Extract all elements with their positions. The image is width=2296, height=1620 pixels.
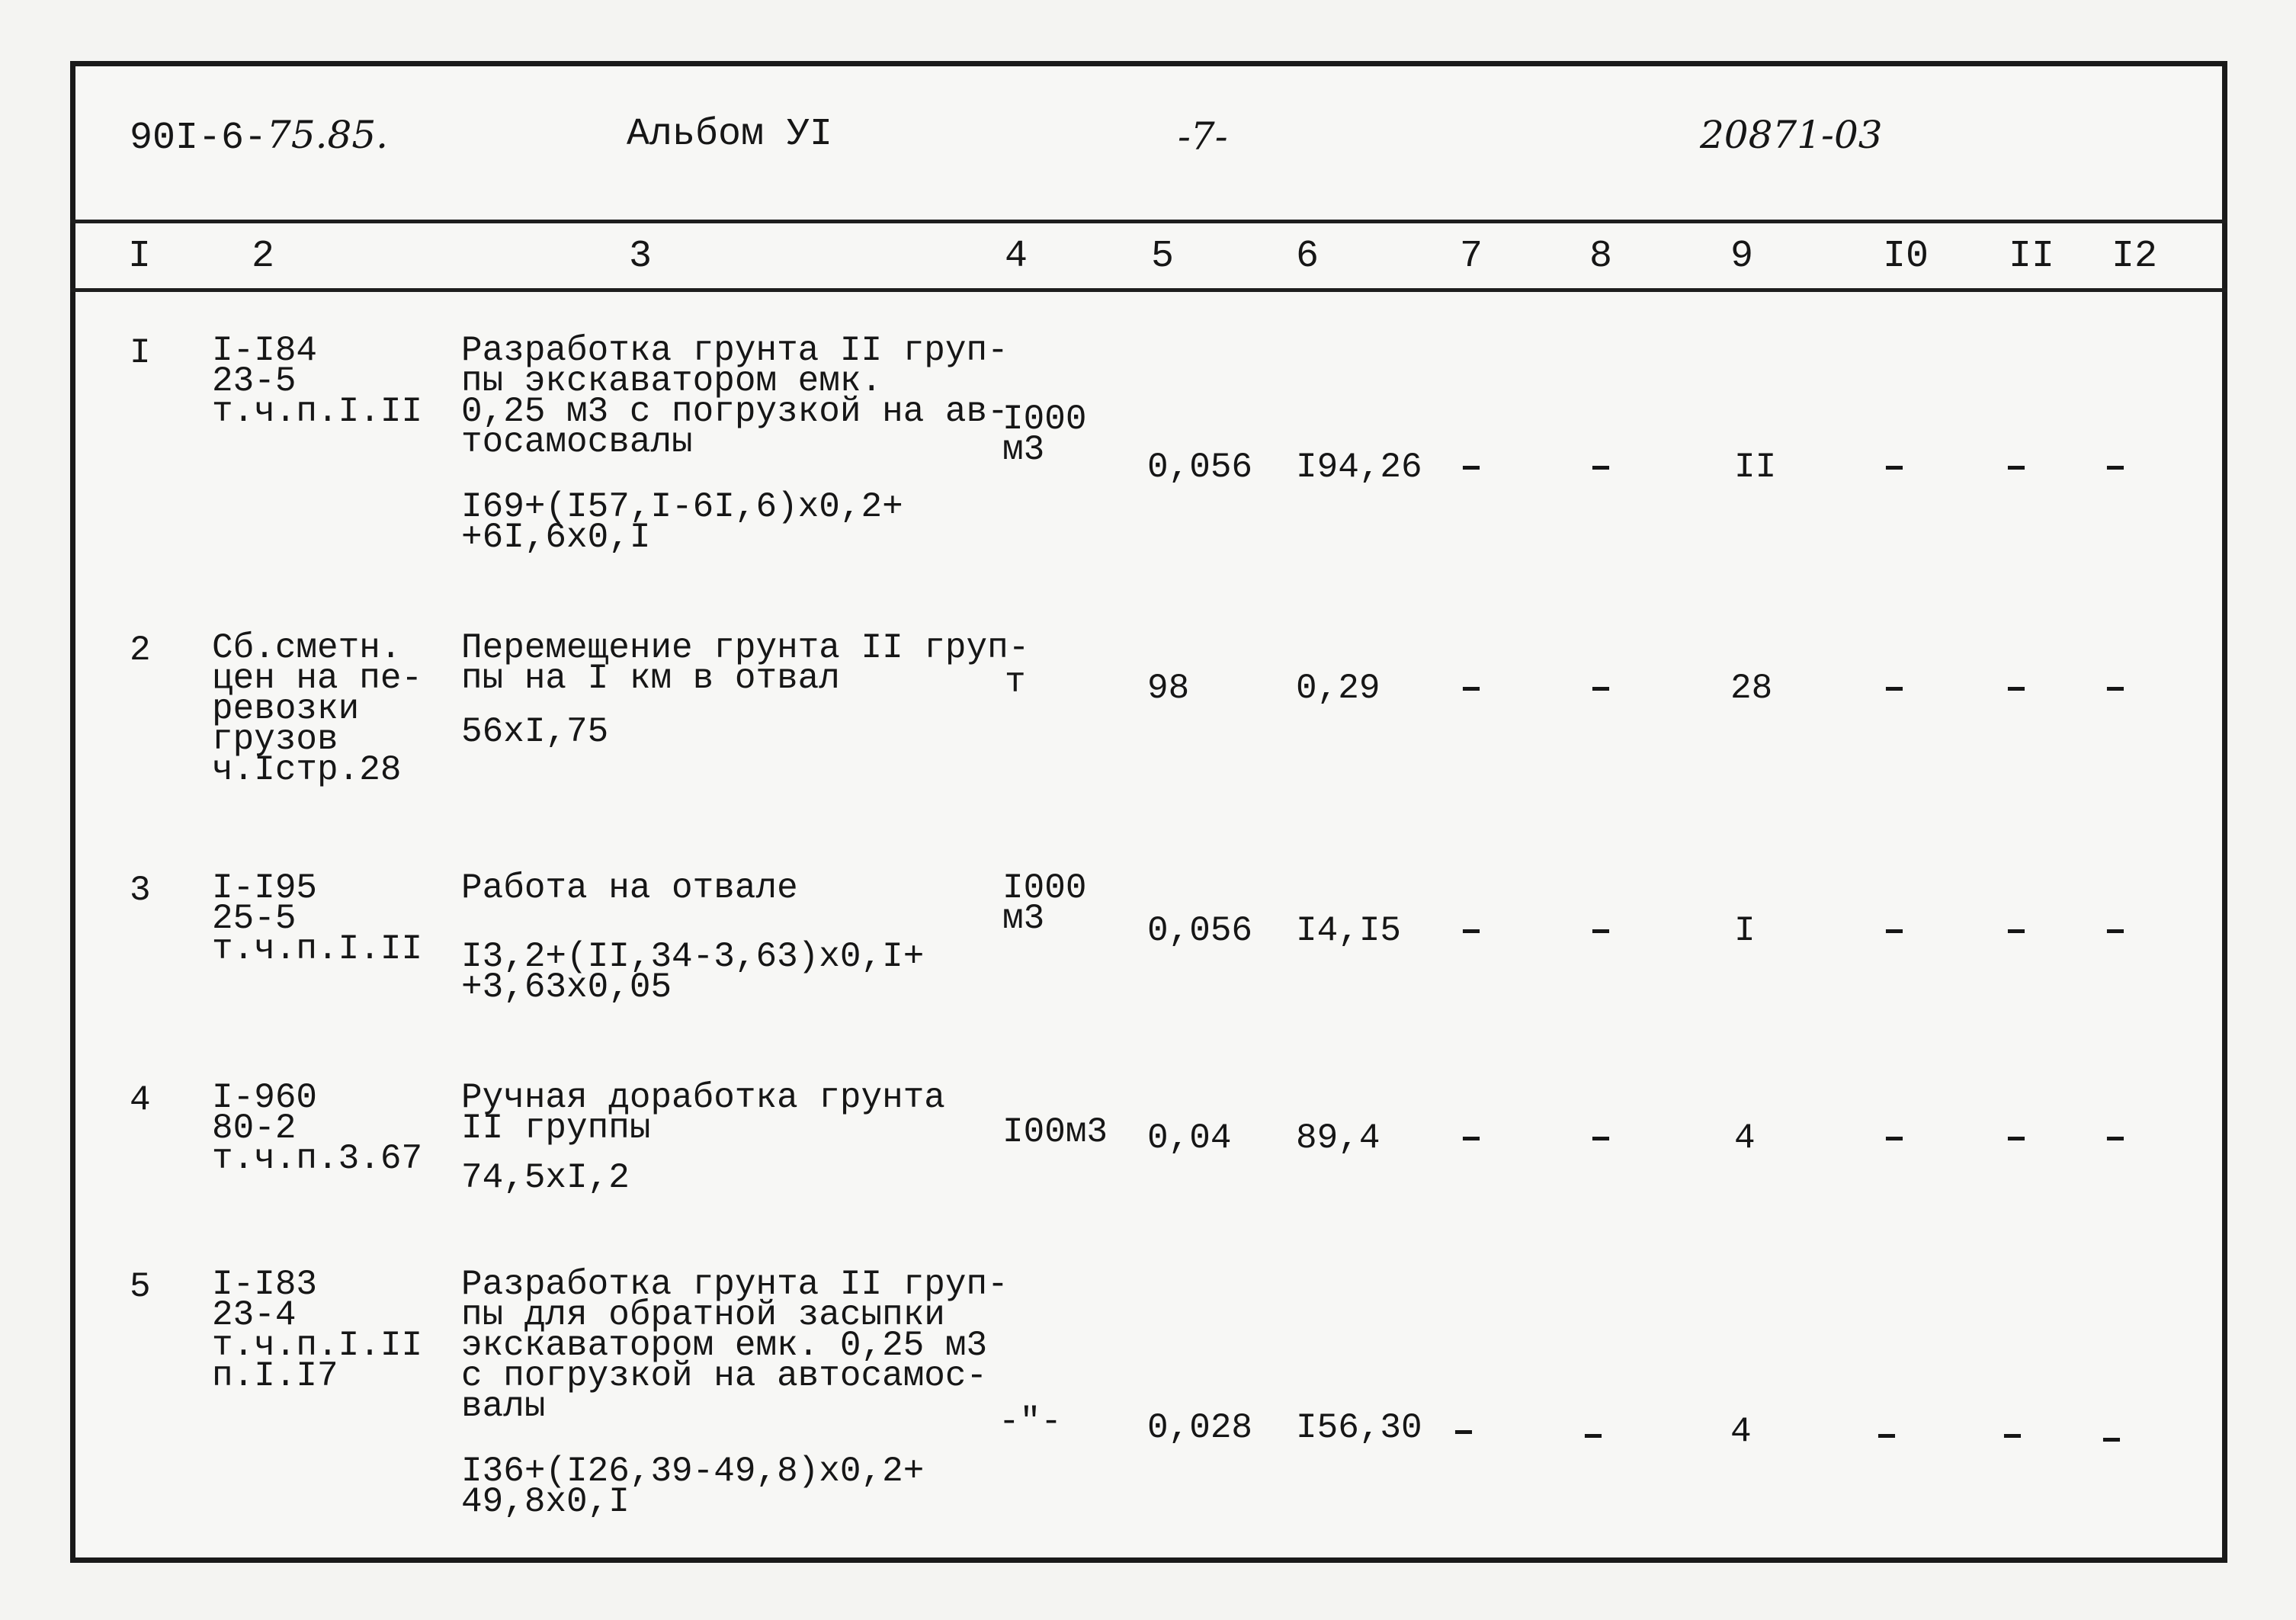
row-number: 2 — [130, 630, 151, 670]
row-col12: – — [2104, 1117, 2128, 1160]
row-calculation — [461, 712, 609, 752]
desc-line: валы — [461, 1387, 546, 1426]
row-col7: – — [1452, 1410, 1476, 1454]
col-header-6: 6 — [1296, 235, 1320, 278]
ref-line: 80-2 — [212, 1108, 297, 1148]
desc-line: Ручная доработка грунта — [461, 1078, 945, 1118]
desc-line: пы экскаватором емк. — [461, 361, 883, 401]
col-header-7: 7 — [1460, 235, 1483, 278]
row-col8: – — [1589, 667, 1613, 711]
ref-line: т.ч.п.I.II — [212, 1326, 423, 1365]
row-reference — [212, 868, 423, 969]
row-calculation — [461, 1158, 630, 1198]
calc-line: I69+(I57,I-6I,6)x0,2+ — [461, 487, 903, 527]
ref-line: 23-4 — [212, 1295, 297, 1335]
desc-line: экскаватором емк. 0,25 м3 — [461, 1326, 988, 1365]
row-col9: 4 — [1730, 1412, 1752, 1452]
unit-line: I000 — [1002, 399, 1087, 439]
header-rule-top — [70, 220, 2227, 223]
row-col12: – — [2104, 909, 2128, 953]
row-quantity: 0,028 — [1147, 1408, 1253, 1448]
ref-line: I-I84 — [212, 331, 318, 371]
row-quantity: 0,04 — [1147, 1118, 1232, 1158]
desc-line: пы на I км в отвал — [461, 659, 840, 698]
desc-line: пы для обратной засыпки — [461, 1295, 945, 1335]
row-col10: – — [1883, 667, 1906, 711]
row-col8: – — [1582, 1414, 1605, 1458]
row-col8: – — [1589, 1117, 1613, 1160]
calc-line: I3,2+(II,34-3,63)x0,I+ — [461, 937, 925, 977]
row-col10: – — [1875, 1414, 1899, 1458]
doc-code-handwritten: 75.85. — [267, 113, 389, 157]
desc-line: тосамосвалы — [461, 422, 693, 462]
desc-line: Работа на отвале — [461, 868, 798, 908]
ref-line: 25-5 — [212, 899, 297, 938]
row-col11: – — [2005, 1117, 2028, 1160]
row-price: I94,26 — [1296, 448, 1422, 487]
document-number: 20871-03 — [1700, 113, 1883, 157]
row-col11: – — [2005, 909, 2028, 953]
row-calculation — [461, 937, 925, 1007]
col-header-8: 8 — [1589, 235, 1613, 278]
calc-line: +6I,6x0,I — [461, 518, 651, 557]
row-description — [461, 1265, 1009, 1426]
row-col12: – — [2100, 1418, 2124, 1461]
page-number: -7- — [1178, 114, 1228, 159]
row-col11: – — [2005, 667, 2028, 711]
col-header-4: 4 — [1005, 235, 1028, 278]
row-price: I56,30 — [1296, 1408, 1422, 1448]
ref-line: т.ч.п.3.67 — [212, 1139, 423, 1179]
row-reference — [212, 331, 423, 431]
ref-line: грузов — [212, 720, 338, 759]
calc-line: I36+(I26,39-49,8)x0,2+ — [461, 1452, 925, 1491]
calc-line: 49,8x0,I — [461, 1482, 630, 1522]
row-unit — [1002, 399, 1087, 470]
row-col7: – — [1460, 446, 1483, 489]
desc-line: 0,25 м3 с погрузкой на ав- — [461, 392, 1009, 431]
calc-line: +3,63x0,05 — [461, 967, 672, 1007]
ref-line: Сб.сметн. — [212, 628, 402, 668]
ref-line: I-I83 — [212, 1265, 318, 1304]
row-col9: 4 — [1734, 1118, 1756, 1158]
row-price: 0,29 — [1296, 669, 1380, 708]
row-col10: – — [1883, 909, 1906, 953]
row-col11: – — [2005, 446, 2028, 489]
desc-line: II группы — [461, 1108, 651, 1148]
row-reference — [212, 628, 423, 790]
row-description — [461, 628, 1030, 698]
calc-line: 56xI,75 — [461, 712, 609, 752]
row-col10: – — [1883, 1117, 1906, 1160]
row-unit — [1002, 1112, 1108, 1152]
col-header-9: 9 — [1730, 235, 1754, 278]
row-description — [461, 868, 798, 908]
ref-line: т.ч.п.I.II — [212, 929, 423, 969]
ref-line: п.I.I7 — [212, 1356, 338, 1396]
unit-line: м3 — [1002, 899, 1045, 938]
row-col9: I — [1734, 911, 1756, 951]
ref-line: I-960 — [212, 1078, 318, 1118]
ref-line: т.ч.п.I.II — [212, 392, 423, 431]
col-header-3: 3 — [629, 235, 653, 278]
row-col9: 28 — [1730, 669, 1773, 708]
row-col7: – — [1460, 1117, 1483, 1160]
col-header-10: I0 — [1883, 235, 1929, 278]
row-description — [461, 1078, 945, 1148]
row-number: I — [130, 333, 151, 373]
row-col11: – — [2001, 1414, 2025, 1458]
unit-line: I000 — [1002, 868, 1087, 908]
unit-line: -"- — [999, 1402, 1062, 1442]
desc-line: с погрузкой на автосамос- — [461, 1356, 988, 1396]
calc-line: 74,5xI,2 — [461, 1158, 630, 1198]
row-reference — [212, 1078, 423, 1179]
doc-code — [130, 113, 388, 160]
row-quantity: 0,056 — [1147, 911, 1253, 951]
row-unit — [999, 1402, 1062, 1442]
col-header-12: I2 — [2112, 235, 2158, 278]
row-calculation — [461, 1452, 925, 1522]
row-col12: – — [2104, 446, 2128, 489]
row-col10: – — [1883, 446, 1906, 489]
row-price: 89,4 — [1296, 1118, 1380, 1158]
ref-line: I-I95 — [212, 868, 318, 908]
row-col8: – — [1589, 446, 1613, 489]
row-number: 4 — [130, 1080, 151, 1120]
col-header-5: 5 — [1151, 235, 1175, 278]
col-header-11: II — [2009, 235, 2055, 278]
ref-line: цен на пе- — [212, 659, 423, 698]
ref-line: ч.Iстр.28 — [212, 750, 402, 790]
row-col7: – — [1460, 667, 1483, 711]
desc-line: Разработка грунта II груп- — [461, 331, 1009, 371]
ref-line: ревозки — [212, 689, 360, 729]
col-header-2: 2 — [252, 235, 275, 278]
row-col8: – — [1589, 909, 1613, 953]
unit-line: м3 — [1002, 430, 1045, 470]
album-label: Альбом УI — [627, 113, 833, 156]
desc-line: Разработка грунта II груп- — [461, 1265, 1009, 1304]
row-quantity: 0,056 — [1147, 448, 1253, 487]
row-description — [461, 331, 1009, 462]
desc-line: Перемещение грунта II груп- — [461, 628, 1030, 668]
row-quantity: 98 — [1147, 669, 1190, 708]
row-unit — [1002, 868, 1087, 938]
unit-line: т — [1005, 662, 1026, 702]
doc-code-prefix: 90I-6- — [130, 117, 268, 160]
row-unit — [1005, 662, 1026, 702]
ref-line: 23-5 — [212, 361, 297, 401]
row-price: I4,I5 — [1296, 911, 1402, 951]
row-number: 3 — [130, 871, 151, 910]
row-col12: – — [2104, 667, 2128, 711]
row-col9: II — [1734, 448, 1777, 487]
row-reference — [212, 1265, 423, 1396]
unit-line: I00м3 — [1002, 1112, 1108, 1152]
row-col7: – — [1460, 909, 1483, 953]
header-rule-bottom — [70, 288, 2227, 292]
col-header-1: I — [128, 235, 152, 278]
row-calculation — [461, 487, 903, 557]
row-number: 5 — [130, 1267, 151, 1307]
